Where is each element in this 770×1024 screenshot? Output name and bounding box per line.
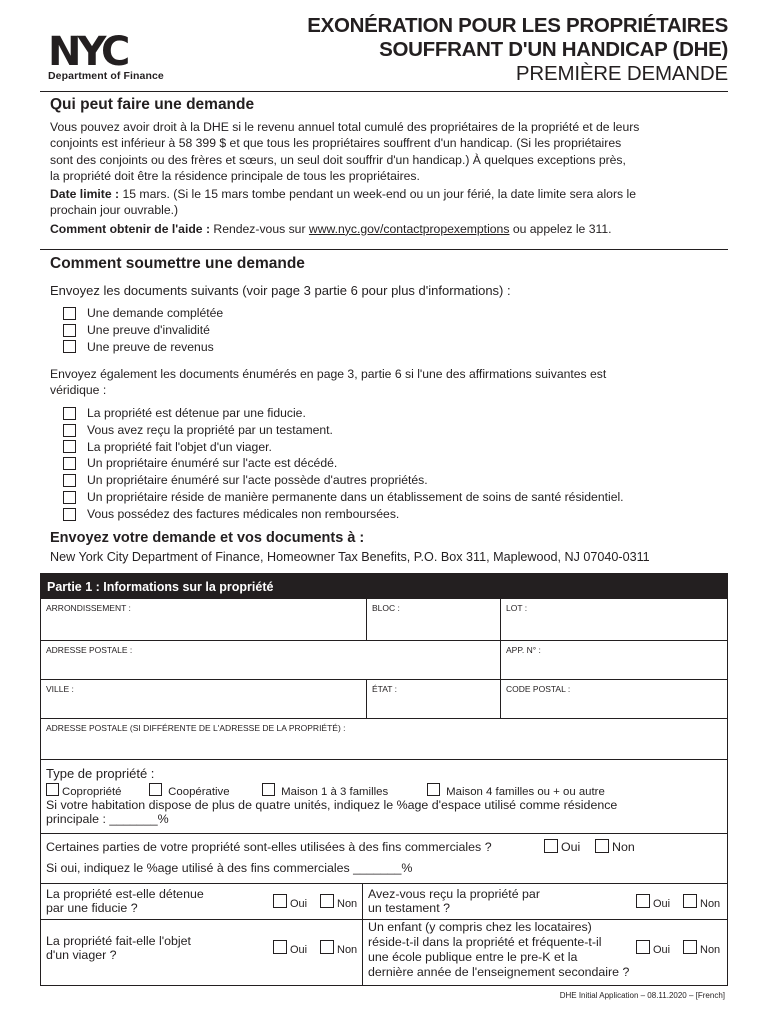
document-checklist-item[interactable]: [63, 322, 223, 339]
trust-no-checkbox[interactable]: [320, 894, 334, 908]
state-field[interactable]: [367, 680, 501, 719]
property-type-heading: Type de propriété :: [46, 766, 155, 781]
deadline-text: 15 mars. (Si le 15 mars tombe pendant un week-end ou un jour férié, la date limite sera alors le: [119, 187, 636, 202]
yes-label: Oui: [653, 898, 671, 910]
type-option[interactable]: [427, 783, 605, 798]
checkbox[interactable]: [63, 440, 76, 453]
eligibility-line: conjoints est inférieur à 58 399 $ et que tous les propriétaires souffrent d'un handicap. (Si les propriétaires: [50, 136, 622, 151]
document-title: [248, 14, 728, 86]
type-option[interactable]: [46, 783, 122, 798]
type-option-label: Coopérative: [168, 786, 230, 798]
condition-checklist-item[interactable]: [63, 422, 624, 439]
checkbox[interactable]: [63, 474, 76, 487]
deadline-label: Date limite :: [50, 187, 120, 202]
help-line: [50, 221, 710, 237]
documents-intro: Envoyez les documents suivants (voir page 3 partie 6 pour plus d'informations) :: [50, 283, 511, 298]
will-no[interactable]: [683, 894, 720, 910]
document-checklist-item[interactable]: [63, 305, 223, 322]
type-option-label: Copropriété: [62, 786, 122, 798]
condition-checklist-item-label: Un propriétaire réside de manière permanente dans un établissement de soins de santé résidentiel.: [87, 489, 624, 504]
condition-checklist-item-label: La propriété fait l'objet d'un viager.: [87, 439, 272, 454]
additional-docs-intro: [50, 366, 710, 399]
will-question-cell: [363, 884, 727, 920]
will-question-cont: un testament ?: [368, 901, 450, 915]
alt-address-field[interactable]: [41, 719, 727, 760]
trust-no[interactable]: [320, 894, 357, 910]
child-no-checkbox[interactable]: [683, 940, 697, 954]
borough-field[interactable]: [41, 599, 367, 641]
mailing-address-label: ADRESSE POSTALE :: [46, 645, 133, 655]
how-to-apply-heading: Comment soumettre une demande: [50, 255, 305, 272]
trust-question: La propriété est-elle détenue: [46, 887, 204, 901]
commercial-yes-checkbox[interactable]: [544, 839, 558, 853]
eligibility-line: Vous pouvez avoir droit à la DHE si le revenu annuel total cumulé des propriétaires de la propriété et de leurs: [50, 120, 640, 134]
document-checklist-item[interactable]: [63, 339, 223, 356]
no-label: Non: [700, 898, 721, 910]
block-field[interactable]: [367, 599, 501, 641]
type-note-pct: principale : _______%: [46, 812, 169, 826]
condition-checklist-item[interactable]: [63, 455, 624, 472]
child-question: Un enfant (y compris chez les locataires): [368, 920, 592, 934]
no-label: Non: [612, 840, 635, 854]
checkbox[interactable]: [63, 324, 76, 337]
condition-checklist-item[interactable]: [63, 405, 624, 422]
document-checklist-item-label: Une preuve d'invalidité: [87, 322, 210, 337]
trust-yes-checkbox[interactable]: [273, 894, 287, 908]
life-estate-question-cont: d'un viager ?: [46, 948, 117, 962]
eligibility-line: sont des conjoints ou des frères et sœurs, un seul doit souffrir d'un handicap.) À quelques exceptions près,: [50, 152, 626, 167]
life-estate-yes-checkbox[interactable]: [273, 940, 287, 954]
checkbox[interactable]: [63, 508, 76, 521]
will-yes-checkbox[interactable]: [636, 894, 650, 908]
section-divider: [40, 249, 728, 250]
trust-question-cont: par une fiducie ?: [46, 901, 138, 915]
deadline: [50, 186, 710, 202]
condition-checklist-item-label: Vous avez reçu la propriété par un testament.: [87, 422, 333, 437]
checkbox[interactable]: [63, 407, 76, 420]
header-divider: [40, 91, 728, 92]
commercial-pct: Si oui, indiquez le %age utilisé à des fins commerciales _______%: [46, 861, 413, 875]
document-checklist-item-label: Une preuve de revenus: [87, 339, 214, 354]
title-line-2: SOUFFRANT D'UN HANDICAP (DHE): [379, 38, 728, 61]
condition-checklist-item-label: Vous possédez des factures médicales non remboursées.: [87, 506, 400, 521]
documents-checklist: [63, 305, 223, 355]
conditions-checklist: [63, 405, 624, 523]
nyc-logo: [48, 32, 168, 82]
help-tail: ou appelez le 311.: [509, 221, 612, 236]
apt-label: APP. N° :: [506, 645, 541, 655]
mail-to-heading: Envoyez votre demande et vos documents à :: [50, 530, 365, 546]
condition-checklist-item-label: Un propriétaire énuméré sur l'acte est décédé.: [87, 456, 338, 471]
city-label: VILLE :: [46, 684, 74, 694]
type-note: Si votre habitation dispose de plus de quatre unités, indiquez le %age d'espace utilisé comme résidence: [46, 798, 618, 812]
condition-checklist-item[interactable]: [63, 472, 624, 489]
alt-address-label: ADRESSE POSTALE (SI DIFFÉRENTE DE L'ADRESSE DE LA PROPRIÉTÉ) :: [46, 723, 346, 733]
no-label: Non: [700, 944, 721, 956]
will-no-checkbox[interactable]: [683, 894, 697, 908]
additional-docs-line: véridique :: [50, 383, 107, 398]
condition-checklist-item-label: La propriété est détenue par une fiducie.: [87, 406, 306, 420]
help-label: Comment obtenir de l'aide :: [50, 221, 210, 236]
checkbox[interactable]: [63, 307, 76, 320]
yes-label: Oui: [290, 898, 308, 910]
four-family-checkbox[interactable]: [427, 783, 440, 796]
child-yes[interactable]: [636, 940, 670, 958]
condo-checkbox[interactable]: [46, 783, 59, 796]
type-option[interactable]: [262, 783, 388, 798]
mailing-address-field[interactable]: [41, 641, 501, 680]
borough-label: ARRONDISSEMENT :: [46, 603, 131, 613]
title-subtitle: PREMIÈRE DEMANDE: [515, 62, 728, 85]
checkbox[interactable]: [63, 340, 76, 353]
child-question-cont: réside-t-il dans la propriété et fréquente-t-il: [368, 935, 602, 949]
lot-label: LOT :: [506, 603, 528, 613]
trust-yes[interactable]: [273, 894, 307, 910]
will-question: Avez-vous reçu la propriété par: [368, 887, 540, 901]
checkbox[interactable]: [63, 491, 76, 504]
no-label: Non: [337, 898, 358, 910]
yes-label: Oui: [561, 840, 581, 854]
yes-label: Oui: [290, 944, 308, 956]
commercial-question: Certaines parties de votre propriété sont-elles utilisées à des fins commerciales ?: [46, 840, 492, 854]
nyc-logo-mark: [48, 32, 140, 68]
child-question-cont: dernière année de l'enseignement secondaire ?: [368, 965, 630, 979]
life-estate-yes[interactable]: [273, 940, 307, 956]
part1-form: [40, 573, 728, 986]
city-field[interactable]: [41, 680, 367, 719]
condition-checklist-item[interactable]: [63, 489, 624, 506]
life-estate-question-cell: [41, 920, 363, 985]
eligibility-heading: Qui peut faire une demande: [50, 96, 255, 113]
help-text: Rendez-vous sur: [210, 221, 309, 236]
condition-checklist-item-label: Un propriétaire énuméré sur l'acte possède d'autres propriétés.: [87, 473, 428, 488]
state-label: ÉTAT :: [372, 684, 398, 694]
block-label: BLOC :: [372, 603, 400, 613]
additional-docs-line: Envoyez également les documents énumérés en page 3, partie 6 si l'une des affirmations suivantes est: [50, 367, 607, 381]
document-checklist-item-label: Une demande complétée: [87, 306, 224, 320]
commercial-question-row: [46, 840, 727, 857]
child-yes-checkbox[interactable]: [636, 940, 650, 954]
condition-checklist-item[interactable]: [63, 506, 624, 523]
type-option-label: Maison 4 familles ou + ou autre: [446, 786, 605, 798]
mail-address: New York City Department of Finance, Homeowner Tax Benefits, P.O. Box 311, Maplewood, NJ 07040-0311: [50, 550, 650, 564]
type-option[interactable]: [149, 783, 230, 798]
life-estate-no[interactable]: [320, 940, 357, 956]
footer-version: DHE Initial Application – 08.11.2020 – [French]: [559, 991, 725, 1000]
commercial-no-checkbox[interactable]: [595, 839, 609, 853]
deadline-text-cont: prochain jour ouvrable.): [50, 203, 179, 218]
type-option-label: Maison 1 à 3 familles: [281, 786, 389, 798]
child-question-cont: une école publique entre le pre-K et la: [368, 950, 578, 964]
life-estate-question: La propriété fait-elle l'objet: [46, 934, 191, 948]
help-link[interactable]: www.nyc.gov/contactpropexemptions: [308, 221, 510, 236]
child-school-question-cell: [363, 920, 727, 985]
title-line-1: EXONÉRATION POUR LES PROPRIÉTAIRES: [307, 14, 728, 37]
zip-field[interactable]: [501, 680, 727, 719]
trust-question-cell: [41, 884, 363, 920]
eligibility-text: [50, 119, 710, 237]
eligibility-line: la propriété doit être la résidence principale de tous les propriétaires.: [50, 168, 420, 183]
checkbox[interactable]: [63, 424, 76, 437]
apt-field[interactable]: [501, 641, 727, 680]
life-estate-no-checkbox[interactable]: [320, 940, 334, 954]
commercial-use-section: [41, 834, 727, 884]
coop-checkbox[interactable]: [149, 783, 162, 796]
commercial-no[interactable]: [595, 839, 635, 854]
child-no[interactable]: [683, 940, 720, 958]
no-label: Non: [337, 944, 358, 956]
yes-label: Oui: [653, 944, 671, 956]
will-yes[interactable]: [636, 894, 670, 910]
zip-label: CODE POSTAL :: [506, 684, 571, 694]
one-three-family-checkbox[interactable]: [262, 783, 275, 796]
condition-checklist-item[interactable]: [63, 439, 624, 456]
department-name: Department of Finance: [48, 70, 164, 82]
property-type-section: [41, 760, 727, 834]
checkbox[interactable]: [63, 457, 76, 470]
property-type-options: [46, 783, 727, 797]
commercial-yes[interactable]: [544, 839, 580, 854]
logo-text: NYC: [48, 32, 127, 68]
lot-field[interactable]: [501, 599, 727, 641]
part1-heading: Partie 1 : Informations sur la propriété: [41, 574, 727, 599]
